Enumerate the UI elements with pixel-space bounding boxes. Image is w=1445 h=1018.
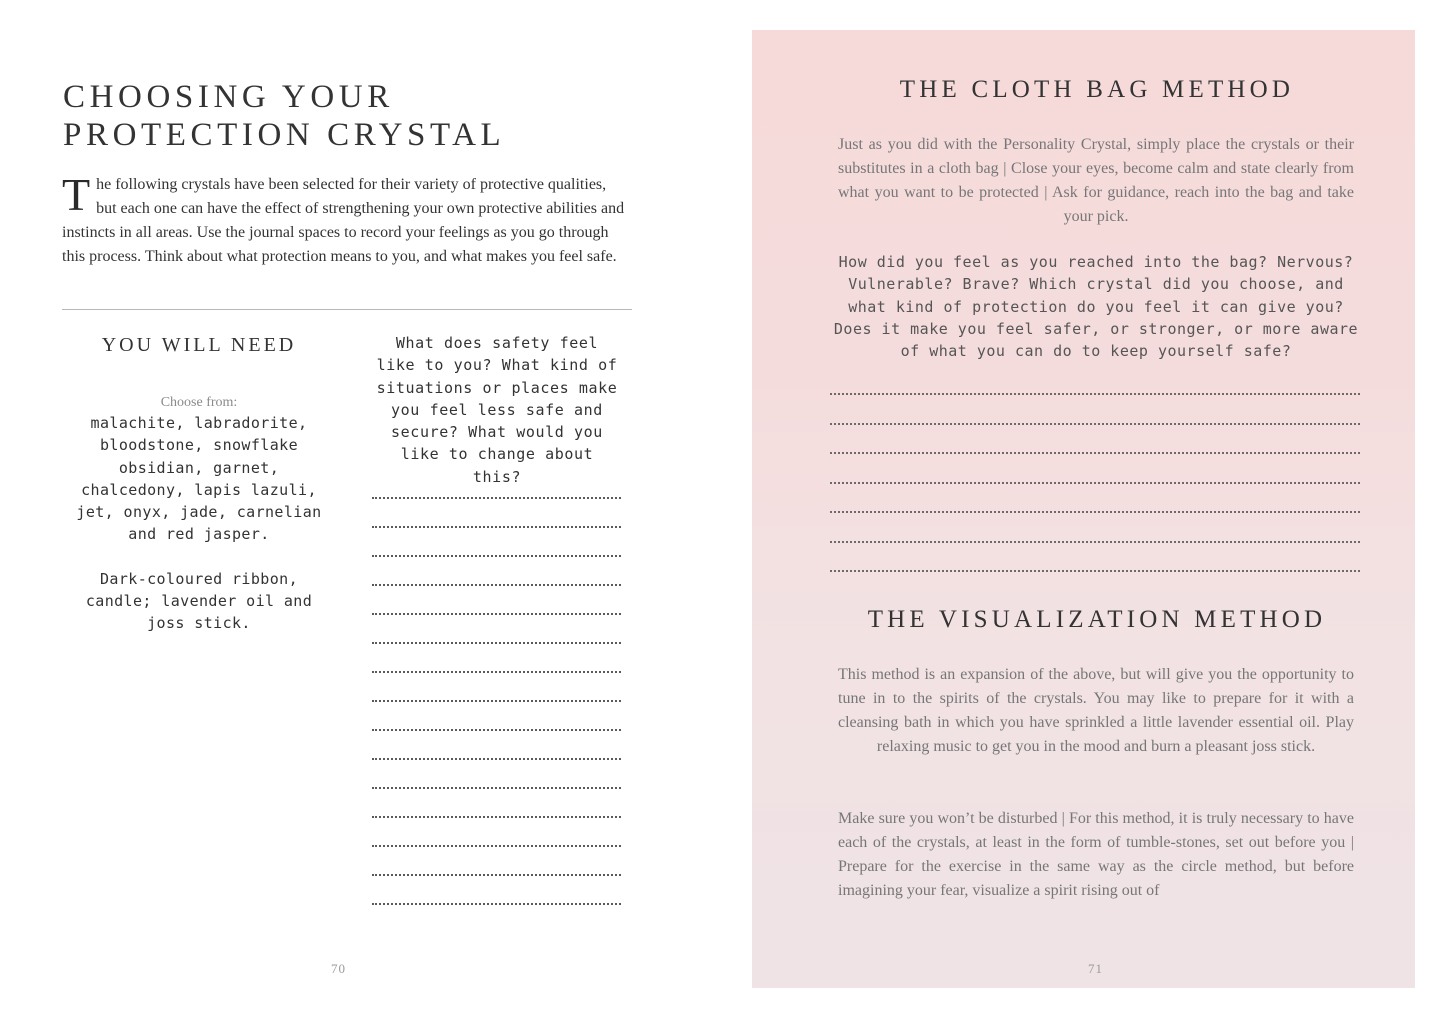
intro-text: he following crystals have been selected for their variety of protective qualities, but each one can have the effect of strengthening your own protective abilities and instincts in all areas. Use the journal spaces to record your feelings as you go through this process. Think about what protection means to you, and what makes you feel safe. — [62, 176, 625, 265]
journal-line[interactable] — [372, 787, 621, 789]
journal-line[interactable] — [830, 570, 1360, 572]
journal-line[interactable] — [372, 526, 621, 528]
journal-lines-right[interactable] — [830, 393, 1360, 600]
cloth-bag-question: How did you feel as you reached into the bag? Nervous? Vulnerable? Brave? Which crystal did you choose, and what kind of protection do you feel it can give you? Does it make you feel safer, or stronger, or more aware of what you can do to keep yourself safe? — [833, 253, 1359, 361]
crystal-list: malachite, labradorite, bloodstone, snowflake obsidian, garnet, chalcedony, lapis lazuli, jet, onyx, jade, carnelian and red jasper. — [76, 414, 322, 544]
page-number-right: 71 — [1088, 961, 1103, 976]
visualization-paragraph-1: This method is an expansion of the above, but will give you the opportunity to tune in to the spirits of the crystals. You may like to prepare for it with a cleansing bath in which you have sprinkled a little lavender essential oil. Play relaxing music to get you in the mood and burn a pleasant joss stick. — [838, 666, 1354, 755]
visualization-heading: THE VISUALIZATION METHOD — [867, 606, 1327, 633]
you-will-need-heading: YOU WILL NEED — [101, 334, 297, 356]
journal-prompt: What does safety feel like to you? What kind of situations or places make you feel less safe and secure? What would you like to change about this? — [376, 334, 618, 486]
journal-line[interactable] — [372, 555, 621, 557]
drop-cap: T — [62, 169, 91, 220]
page-title-line-2: PROTECTION CRYSTAL — [63, 117, 506, 153]
intro-paragraph — [62, 169, 630, 269]
journal-line[interactable] — [372, 758, 621, 760]
section-divider — [62, 309, 632, 310]
choose-from-label: Choose from: — [160, 395, 238, 410]
journal-line[interactable] — [372, 584, 621, 586]
you-will-need-section — [64, 330, 334, 635]
journal-line[interactable] — [372, 729, 621, 731]
journal-line[interactable] — [830, 452, 1360, 454]
cloth-bag-paragraph: Just as you did with the Personality Crystal, simply place the crystals or their substitutes in a cloth bag | Close your eyes, become calm and state clearly from what you want to be protected | Ask for guidance, reach into the bag and take your pick. — [838, 136, 1354, 225]
journal-line[interactable] — [830, 393, 1360, 395]
journal-line[interactable] — [372, 845, 621, 847]
journal-line[interactable] — [372, 497, 621, 499]
page-title — [63, 78, 505, 154]
visualization-paragraph-2: Make sure you won’t be disturbed | For this method, it is truly necessary to have each of the crystals, at least in the form of tumble-stones, set out before you | Prepare for the exercise in the same way as the circle method, but before imagining your fear, visualize a spirit rising out of — [838, 810, 1354, 899]
page-title-line-1: CHOOSING YOUR — [63, 79, 394, 115]
supplies-list: Dark-coloured ribbon, candle; lavender oil and joss stick. — [85, 569, 313, 633]
journal-line[interactable] — [830, 423, 1360, 425]
journal-line[interactable] — [830, 511, 1360, 513]
journal-lines-left[interactable] — [372, 497, 621, 932]
journal-line[interactable] — [830, 541, 1360, 543]
journal-line[interactable] — [830, 482, 1360, 484]
journal-line[interactable] — [372, 700, 621, 702]
journal-line[interactable] — [372, 903, 621, 905]
journal-line[interactable] — [372, 671, 621, 673]
journal-line[interactable] — [372, 642, 621, 644]
journal-prompt-section — [372, 332, 622, 488]
journal-line[interactable] — [372, 874, 621, 876]
page-number-left: 70 — [331, 961, 346, 976]
journal-line[interactable] — [372, 816, 621, 818]
cloth-bag-heading: THE CLOTH BAG METHOD — [899, 76, 1295, 103]
journal-line[interactable] — [372, 613, 621, 615]
